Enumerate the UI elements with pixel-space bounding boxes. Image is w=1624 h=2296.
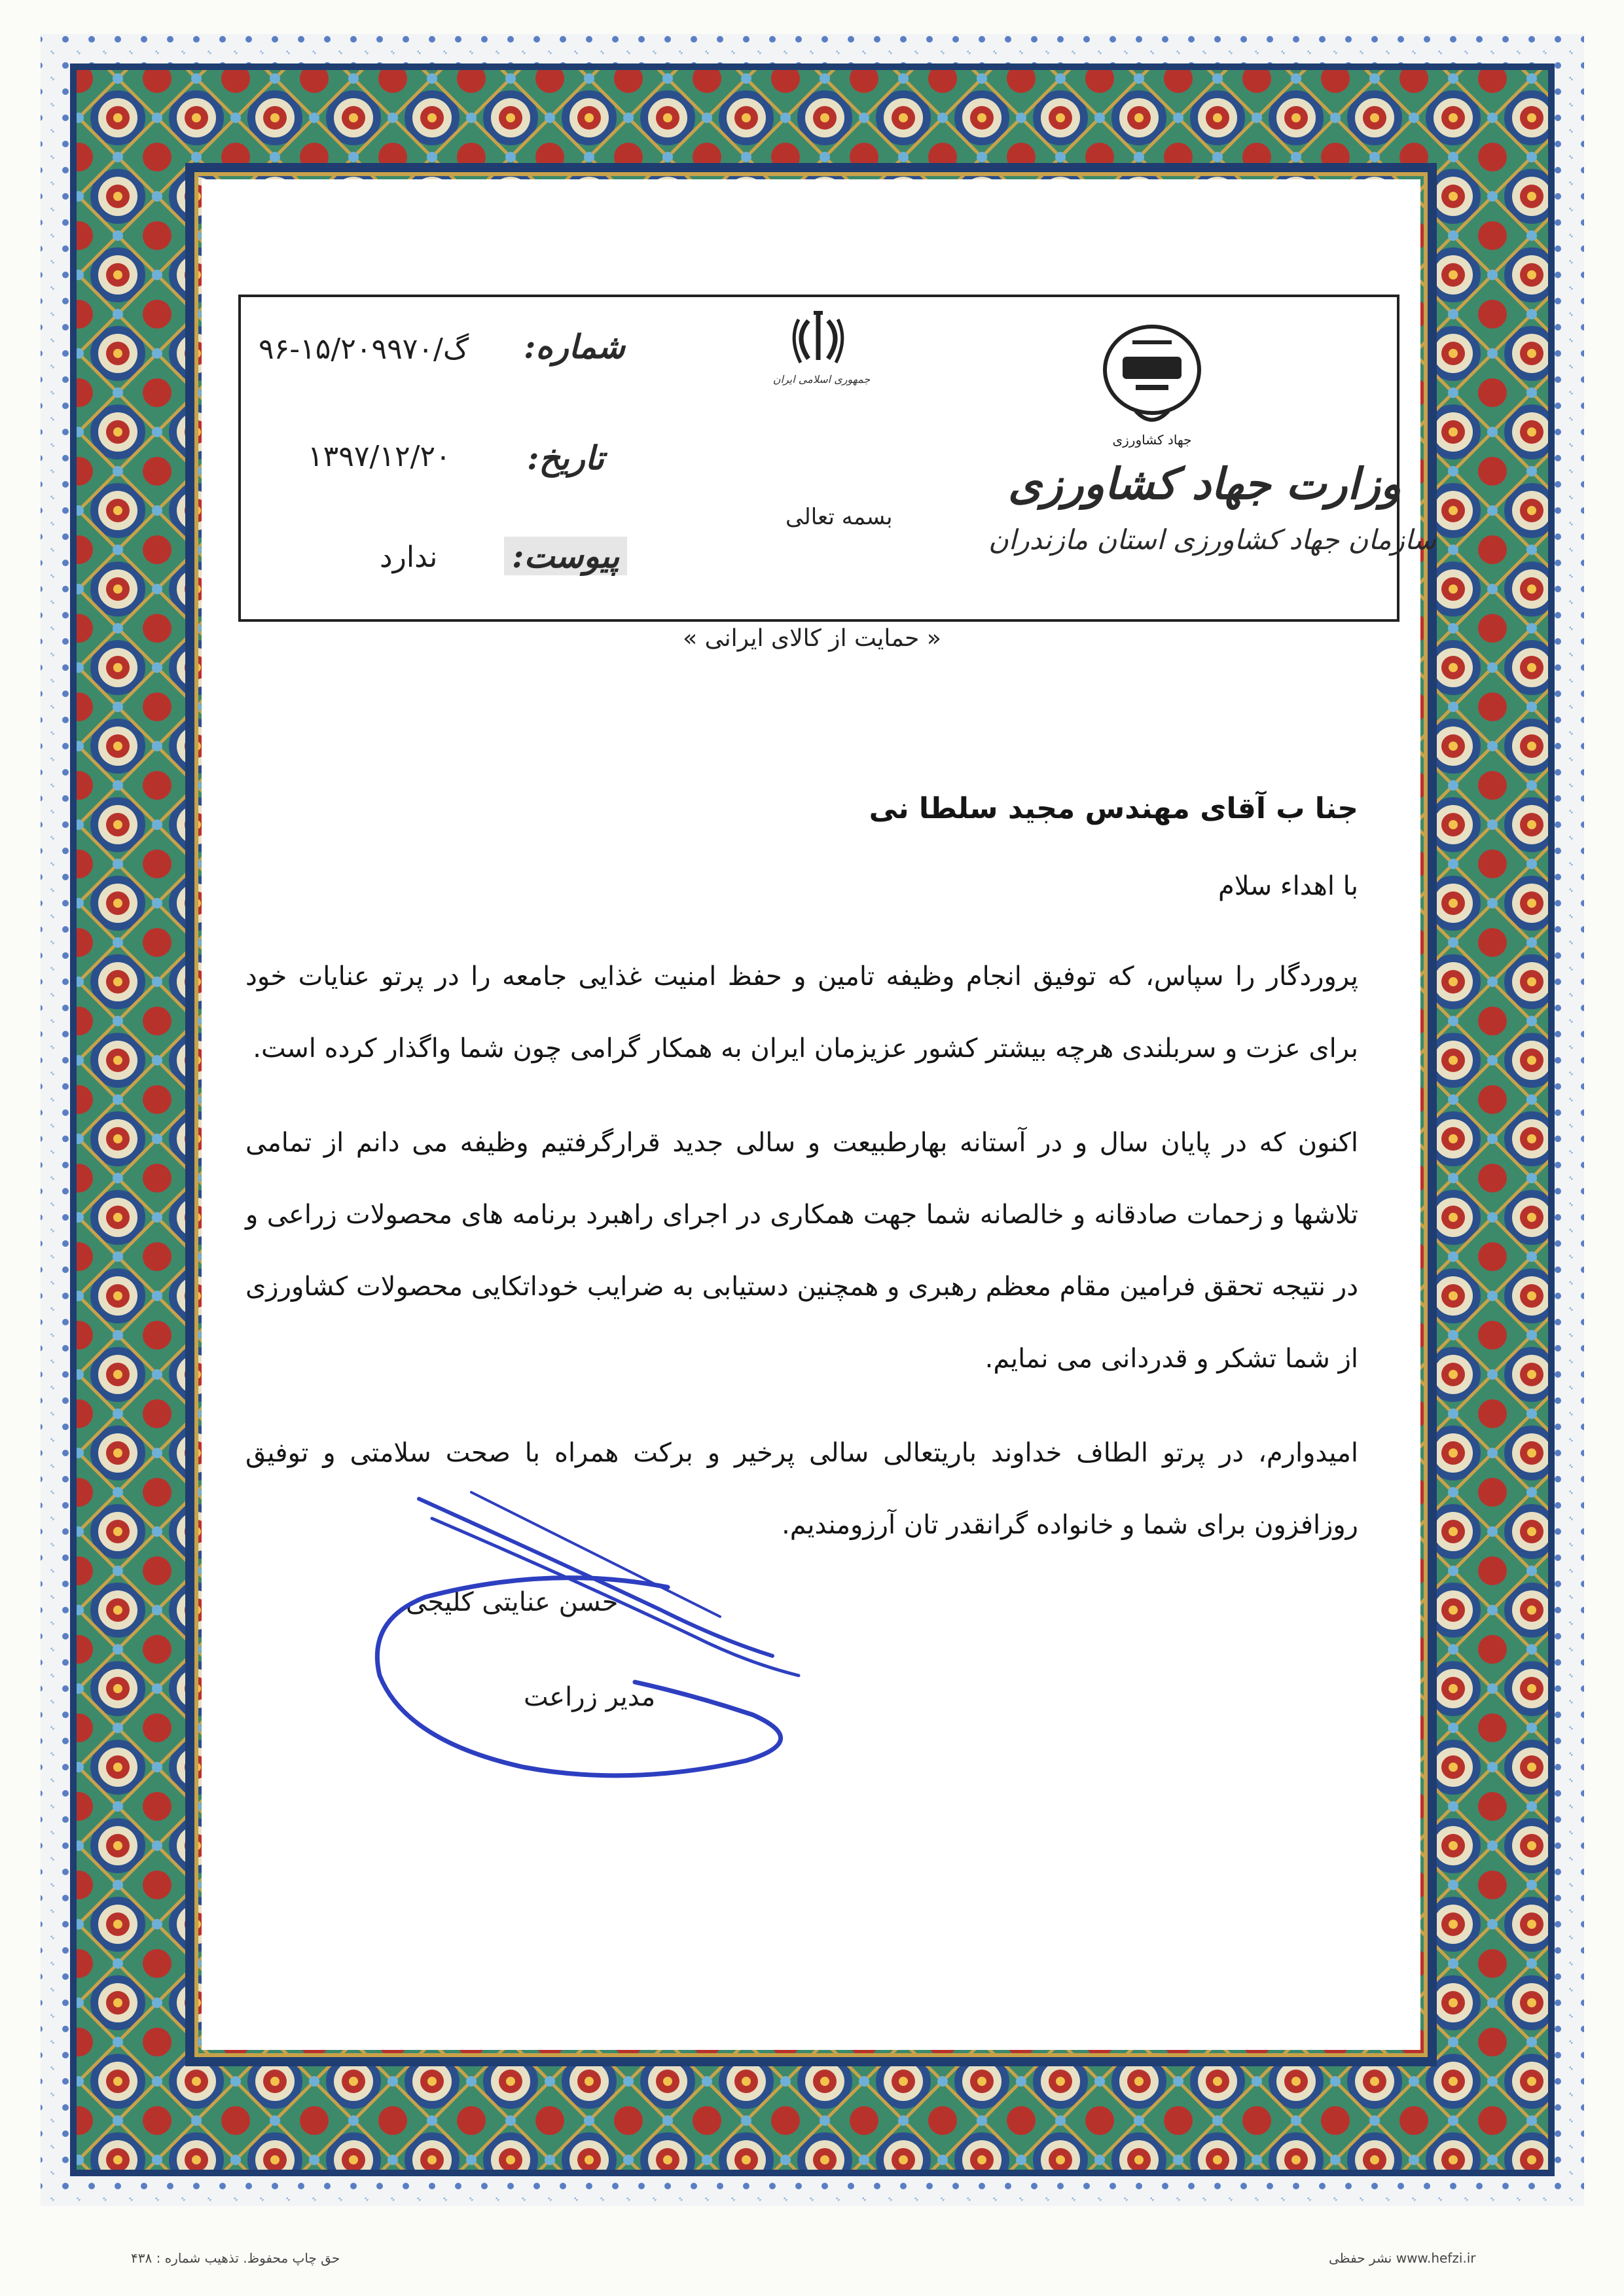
footer-rights: حق چاپ محفوظ. تذهیب شماره : ۴۳۸ [131, 2250, 340, 2266]
footer-publisher: www.hefzi.ir نشر حفظی [1329, 2250, 1476, 2266]
iran-emblem-icon [789, 308, 848, 370]
signatory-name: حسن عنایتی کلیجی [406, 1587, 619, 1617]
greeting: با اهداء سلام [1218, 871, 1358, 901]
date-value: ۱۳۹۷/۱۲/۲۰ [308, 440, 451, 473]
number-label: شماره: [524, 327, 625, 366]
ministry-name: وزارت جهاد کشاورزی [1008, 458, 1401, 509]
letter-body [245, 792, 1358, 1583]
organization-name: سازمان جهاد کشاورزی استان مازندران [988, 524, 1436, 556]
attachment-label: پیوست: [504, 537, 627, 575]
handwritten-signature [353, 1479, 864, 1787]
paragraph-thanks: پروردگار را سپاس، که توفیق انجام وظیفه تامین و حفظ امنیت غذایی جامعه را در پرتو عنایات خود برای عزت و سربلندی هرچه بیشتر کشور عزیزمان ایران به همکار گرامی چون شما واگذار کرده است. [245, 961, 1358, 1064]
bismillah-heading: بسمه تعالی [785, 504, 893, 530]
attachment-value: ندارد [380, 541, 438, 574]
emblem-caption: جمهوری اسلامی ایران [772, 373, 871, 386]
jahad-logo-caption: جهاد کشاورزی [1112, 432, 1192, 448]
paragraph-appreciation: اکنون که در پایان سال و در آستانه بهارطبیعت و سالی جدید قرارگرفتیم وظیفه می دانم از تمامی تلاشها و زحمات صادقانه و خالصانه شما جهت همکاری در اجرای راهبرد برنامه های محصولات زراعی و در نتیجه تحقق فرامین مقام معظم رهبری و همچنین دستیابی به ضرایب خوداتکایی محصولات کشاورزی از شما تشکر و قدردانی می نمایم. [245, 1128, 1358, 1374]
date-label: تاریخ: [527, 439, 604, 477]
paragraph-wishes: امیدوارم، در پرتو الطاف خداوند باریتعالی سالی پرخیر و برکت همراه با صحت سلامتی و توفیق روزافزون برای شما و خانواده گرانقدر تان آرزومندیم. [245, 1438, 1358, 1540]
jahad-logo-icon [1096, 321, 1208, 429]
slogan: « حمایت از کالای ایرانی » [683, 625, 941, 652]
number-value: ۹۶-گ/۱۵/۲۰۹۹۷۰ [259, 332, 469, 366]
signatory-title: مدیر زراعت [524, 1682, 656, 1712]
salutation: جنا ب آقای مهندس مجید سلطا نی [869, 792, 1358, 825]
